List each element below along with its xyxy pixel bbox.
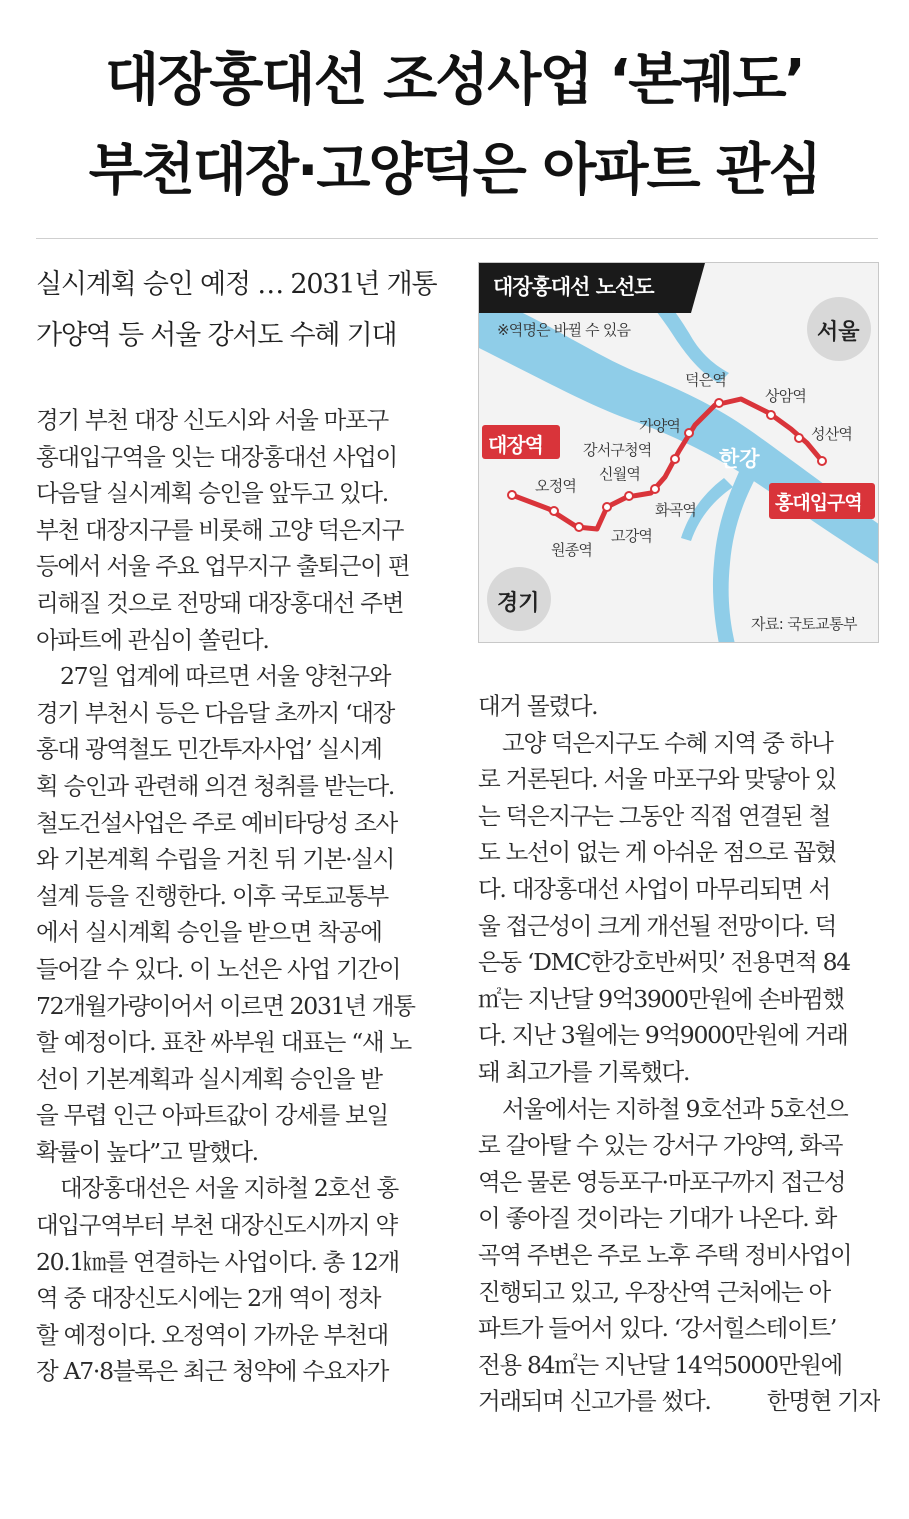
article-line: 등에서 서울 주요 업무지구 출퇴근이 편: [36, 552, 410, 581]
article-line: 설계 등을 진행한다. 이후 국토교통부: [36, 881, 388, 910]
article-line: 들어갈 수 있다. 이 노선은 사업 기간이: [36, 954, 401, 983]
article-line: 서울에서는 지하철 9호선과 5호선으: [502, 1094, 848, 1123]
station-marker-daejang: [508, 491, 516, 499]
article-body-right-column: [478, 688, 880, 1420]
article-line: 대입구역부터 부천 대장신도시까지 약: [36, 1211, 397, 1240]
article-line: 부천 대장지구를 비롯해 고양 덕은지구: [36, 515, 404, 544]
article-line: 경기 부천 대장 신도시와 서울 마포구: [36, 406, 388, 434]
article-line: 거래되며 신고가를 썼다.: [478, 1387, 711, 1416]
map-title: 대장홍대선 노선도: [493, 275, 654, 299]
river-label: 한강: [719, 447, 760, 471]
article-body-left-column: [36, 402, 446, 1390]
article-line: 20.1㎞를 연결하는 사업이다. 총 12개: [36, 1247, 399, 1276]
station-marker-seongsan: [795, 434, 803, 442]
station-label-sinwol: 신월역: [599, 465, 641, 483]
article-line: ㎡는 지난달 9억3900만원에 손바뀜했: [478, 984, 844, 1013]
station-label-wonjong: 원종역: [551, 541, 593, 559]
station-marker-wonjong: [575, 523, 583, 531]
article-line: 장 A7·8블록은 최근 청약에 수요자가: [36, 1357, 389, 1386]
subheadline-line-1: 실시계획 승인 예정 … 2031년 개통: [36, 269, 437, 300]
headline-line-2: 부천대장·고양덕은 아파트 관심: [88, 138, 821, 203]
station-marker-sangam: [767, 411, 775, 419]
article-line: 경기 부천시 등은 다음달 초까지 ‘대장: [36, 698, 395, 727]
article-line: 역은 물론 영등포구·마포구까지 접근성: [478, 1167, 846, 1196]
article-closing-row: [478, 1383, 880, 1420]
station-marker-sinwol: [625, 492, 633, 500]
article-line: 곡역 주변은 주로 노후 주택 정비사업이: [478, 1240, 852, 1269]
region-label-gyeonggi: 경기: [497, 591, 540, 616]
article-line: 로 갈아탈 수 있는 강서구 가양역, 화곡: [478, 1131, 843, 1160]
article-line: 로 거론된다. 서울 마포구와 맞닿아 있: [478, 765, 837, 794]
station-marker-gogang: [603, 503, 611, 511]
article-line: 홍대입구역을 잇는 대장홍대선 사업이: [36, 442, 397, 471]
station-label-hwagok: 화곡역: [655, 501, 697, 519]
article-line: 획 승인과 관련해 의견 청취를 받는다.: [36, 771, 395, 800]
station-label-sangam: 상암역: [765, 387, 807, 405]
station-label-gogang: 고강역: [611, 527, 653, 545]
station-marker-gayang: [685, 429, 693, 437]
station-label-gangseogucheong: 강서구청역: [583, 441, 652, 459]
article-line: 고양 덕은지구도 수혜 지역 중 하나: [502, 728, 833, 757]
station-label-hongdae: 홍대입구역: [775, 492, 862, 514]
article-line: 홍대 광역철도 민간투자사업’ 실시계: [36, 735, 382, 764]
article-line: 리해질 것으로 전망돼 대장홍대선 주변: [36, 588, 404, 617]
station-marker-hongdae: [818, 457, 826, 465]
article-line: 도 노선이 없는 게 아쉬운 점으로 꼽혔: [478, 838, 837, 867]
article-line: 진행되고 있고, 우장산역 근처에는 아: [478, 1277, 830, 1306]
article-line: 이 좋아질 것이라는 기대가 나온다. 화: [478, 1204, 837, 1233]
article-line: 은동 ‘DMC한강호반써밋’ 전용면적 84: [478, 948, 850, 977]
article-line: 72개월가량이어서 이르면 2031년 개통: [36, 991, 415, 1020]
article-line: 는 덕은지구는 그동안 직접 연결된 철: [478, 801, 830, 830]
article-line: 확률이 높다”고 말했다.: [36, 1137, 258, 1166]
article-line: 파트가 들어서 있다. ‘강서힐스테이트’: [478, 1314, 837, 1343]
station-label-gayang: 가양역: [639, 417, 681, 435]
station-label-daejang: 대장역: [488, 433, 543, 457]
article-line: 선이 기본계획과 실시계획 승인을 받: [36, 1064, 382, 1093]
station-marker-deogeun: [715, 399, 723, 407]
article-line: 할 예정이다. 표찬 싸부원 대표는 “새 노: [36, 1028, 411, 1057]
station-marker-hwagok: [651, 485, 659, 493]
station-label-deogeun: 덕은역: [685, 371, 727, 389]
map-source: 자료: 국토교통부: [751, 615, 857, 633]
article-line: 에서 실시계획 승인을 받으면 착공에: [36, 918, 382, 947]
headline-divider: [36, 238, 878, 239]
article-line: 을 무렵 인근 아파트값이 강세를 보일: [36, 1101, 388, 1130]
article-line: 27일 업계에 따르면 서울 양천구와: [60, 662, 391, 691]
station-marker-ojeong: [550, 507, 558, 515]
route-map: [478, 262, 879, 643]
headline-line-1: 대장홍대선 조성사업 ‘본궤도’: [105, 48, 804, 113]
article-line: 대거 몰렸다.: [478, 692, 598, 720]
station-label-seongsan: 성산역: [811, 425, 853, 443]
region-label-seoul: 서울: [817, 320, 860, 345]
subheadline-line-2: 가양역 등 서울 강서도 수혜 기대: [36, 320, 397, 351]
map-note: ※역명은 바뀔 수 있음: [497, 321, 631, 339]
article-line: 철도건설사업은 주로 예비타당성 조사: [36, 808, 397, 837]
article-line: 다. 지난 3월에는 9억9000만원에 거래: [478, 1021, 848, 1050]
station-label-ojeong: 오정역: [535, 477, 577, 495]
article-line: 다음달 실시계획 승인을 앞두고 있다.: [36, 479, 388, 508]
article-line: 돼 최고가를 기록했다.: [478, 1057, 690, 1086]
article-line: 아파트에 관심이 쏠린다.: [36, 625, 269, 654]
article-line: 대장홍대선은 서울 지하철 2호선 홍: [60, 1174, 398, 1203]
station-marker-gangseogucheong: [671, 455, 679, 463]
byline: 한명현 기자: [766, 1387, 880, 1416]
article-line: 역 중 대장신도시에는 2개 역이 정차: [36, 1284, 381, 1313]
article-line: 울 접근성이 크게 개선될 전망이다. 덕: [478, 911, 837, 940]
article-line: 다. 대장홍대선 사업이 마무리되면 서: [478, 874, 830, 903]
article-line: 할 예정이다. 오정역이 가까운 부천대: [36, 1320, 388, 1349]
article-line: 전용 84㎡는 지난달 14억5000만원에: [478, 1350, 842, 1379]
article-line: 와 기본계획 수립을 거친 뒤 기본·실시: [36, 845, 395, 874]
